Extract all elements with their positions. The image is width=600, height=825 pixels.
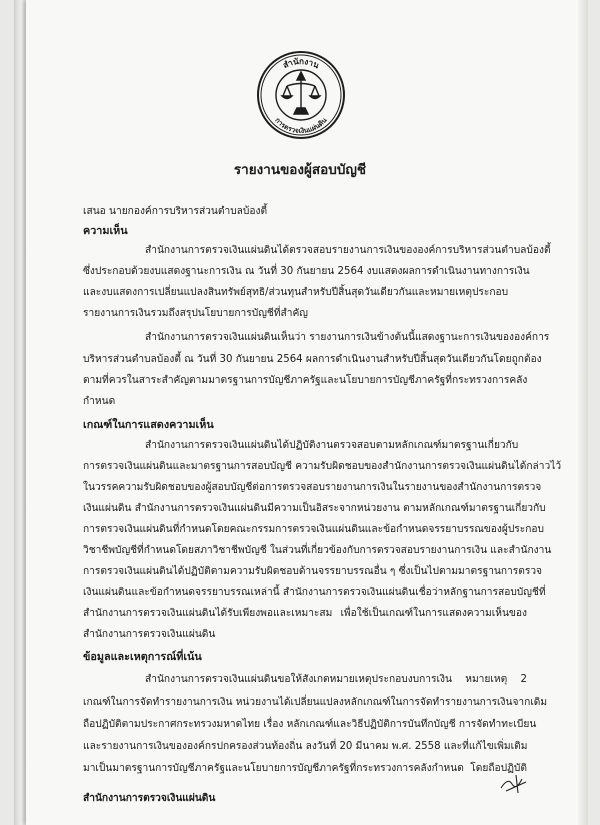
emphasis-line: สำนักงานการตรวจเงินแผ่นดินขอให้สังเกตหมายเหตุประกอบงบการเงิน หมายเหตุ 2 xyxy=(145,674,527,685)
opinion-line: บริหารส่วนตำบลบ้องตี้ ณ วันที่ 30 กันยายน 2564 ผลการดำเนินงานสำหรับปีสิ้นสุดวันเดียวกันโดยถูกต้อง xyxy=(83,354,542,365)
basis-line: การตรวจเงินแผ่นดินได้ปฏิบัติตามความรับผิดชอบด้านจรรยาบรรณอื่น ๆ ซึ่งเป็นไปตามมาตรฐานการตรวจ xyxy=(83,566,543,577)
emphasis-line: มาเป็นมาตรฐานการบัญชีภาครัฐและนโยบายการบัญชีภาครัฐที่กระทรวงการคลังกำหนด โดยถือปฏิบัติ xyxy=(83,763,527,774)
basis-line: เงินแผ่นดิน สำนักงานการตรวจเงินแผ่นดินมีความเป็นอิสระจากหน่วยงาน ตามหลักเกณฑ์มาตรฐานเกี่ยวกับ xyxy=(83,503,546,514)
emphasis-line: และรายงานการเงินขององค์กรปกครองส่วนท้องถิ่น ลงวันที่ 20 มีนาคม พ.ศ. 2558 และที่แก้ไขเพิ่มเติม xyxy=(83,741,528,752)
basis-line: สำนักงานการตรวจเงินแผ่นดินได้รับเพียงพอและเหมาะสม เพื่อใช้เป็นเกณฑ์ในการแสดงความเห็นของ xyxy=(83,608,527,619)
seal-emblem xyxy=(256,50,346,140)
opinion-heading: ความเห็น xyxy=(83,224,128,237)
report-title: รายงานของผู้สอบบัญชี xyxy=(233,162,367,178)
addressee: เสนอ นายกองค์การบริหารส่วนตำบลบ้องตี้ xyxy=(83,206,268,217)
opinion-line: รายงานการเงินรวมถึงสรุปนโยบายการบัญชีที่สำคัญ xyxy=(83,308,308,319)
basis-line: เงินแผ่นดินและข้อกำหนดจรรยาบรรณเหล่านี้ สำนักงานการตรวจเงินแผ่นดินเชื่อว่าหลักฐานการสอบบัญชีที่ xyxy=(83,587,546,598)
office-seal xyxy=(256,50,346,140)
opinion-line: สำนักงานการตรวจเงินแผ่นดินได้ตรวจสอบรายงานการเงินขององค์การบริหารส่วนตำบลบ้องตี้ xyxy=(145,245,551,256)
basis-line: สำนักงานการตรวจเงินแผ่นดิน xyxy=(83,629,216,640)
opinion-line: ตามที่ควรในสาระสำคัญตามมาตรฐานการบัญชีภาครัฐและนโยบายการบัญชีภาครัฐที่กระทรวงการคลัง xyxy=(83,375,528,386)
opinion-line: ซึ่งประกอบด้วยงบแสดงฐานะการเงิน ณ วันที่ 30 กันยายน 2564 งบแสดงผลการดำเนินงานทางการเงิน xyxy=(83,266,530,277)
opinion-line: สำนักงานการตรวจเงินแผ่นดินเห็นว่า รายงานการเงินข้างต้นนี้แสดงฐานะการเงินขององค์การ xyxy=(145,332,550,343)
opinion-line: และงบแสดงการเปลี่ยนแปลงสินทรัพย์สุทธิ/ส่วนทุนสำหรับปีสิ้นสุดวันเดียวกันและหมายเหตุประกอบ xyxy=(83,287,509,298)
emphasis-heading: ข้อมูลและเหตุการณ์ที่เน้น xyxy=(83,650,202,663)
basis-line: การตรวจเงินแผ่นดินและมาตรฐานการสอบบัญชี ความรับผิดชอบของสำนักงานการตรวจเงินแผ่นดินได้กล่าวไว้ xyxy=(83,461,562,472)
initials-mark xyxy=(498,773,530,795)
basis-heading: เกณฑ์ในการแสดงความเห็น xyxy=(83,418,214,431)
seal-bottom-text: การตรวจเงินแผ่นดิน xyxy=(273,116,329,136)
basis-line: การตรวจเงินแผ่นดินที่กำหนดโดยคณะกรรมการตรวจเงินแผ่นดินและข้อกำหนดจรรยาบรรณของผู้ประกอบ xyxy=(83,524,544,535)
basis-line: วิชาชีพบัญชีที่กำหนดโดยสภาวิชาชีพบัญชี ในส่วนที่เกี่ยวข้องกับการตรวจสอบรายงานการเงิน และสำนักงาน xyxy=(83,545,552,556)
page-edge xyxy=(578,0,588,825)
opinion-line: กำหนด xyxy=(83,396,116,407)
footer-office: สำนักงานการตรวจเงินแผ่นดิน xyxy=(83,793,216,804)
seal-top-text: สำนักงาน xyxy=(281,55,321,71)
basis-line: สำนักงานการตรวจเงินแผ่นดินได้ปฏิบัติงานตรวจสอบตามหลักเกณฑ์มาตรฐานเกี่ยวกับ xyxy=(145,440,519,451)
emphasis-line: ถือปฏิบัติตามประกาศกระทรวงมหาดไทย เรื่อง หลักเกณฑ์และวิธีปฏิบัติการบันทึกบัญชี การจัดทำทะเบียน xyxy=(83,719,537,730)
basis-line: ในวรรคความรับผิดชอบของผู้สอบบัญชีต่อการตรวจสอบรายงานการเงินในรายงานของสำนักงานการตรวจ xyxy=(83,482,542,493)
emphasis-line: เกณฑ์ในการจัดทำรายงานการเงิน หน่วยงานได้เปลี่ยนแปลงหลักเกณฑ์ในการจัดทำรายงานการเงินจากเดิม xyxy=(83,697,548,708)
binding-edge xyxy=(14,0,26,825)
